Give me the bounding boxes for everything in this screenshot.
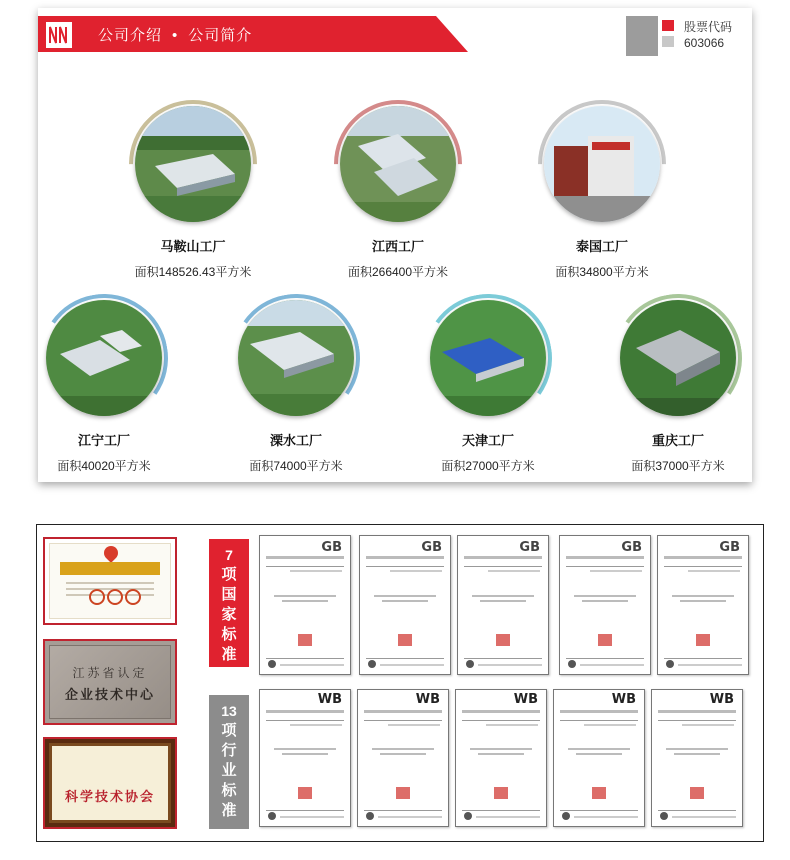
red-stamp-icon <box>696 634 710 646</box>
factory-area: 面积27000平方米 <box>441 459 535 473</box>
industry-standards-count: 13 <box>221 703 237 719</box>
circle-mark-icon <box>268 812 276 820</box>
industry-standard-document <box>455 689 547 827</box>
red-stamp-icon <box>598 634 612 646</box>
seal-icons <box>88 589 142 610</box>
red-stamp-icon <box>690 787 704 799</box>
breadcrumb-subsection: 公司简介 <box>188 27 253 44</box>
wb-mark: WB <box>709 692 734 707</box>
factory-area: 面积37000平方米 <box>631 459 725 473</box>
certificate-title-band <box>60 562 160 575</box>
circle-mark-icon <box>366 812 374 820</box>
industry-standard-document <box>259 689 351 827</box>
national-standard-document <box>359 535 451 675</box>
wb-mark: WB <box>317 692 342 707</box>
industry-standards-label <box>209 695 249 829</box>
circle-mark-icon <box>464 812 472 820</box>
factory-thailand <box>522 106 682 280</box>
plaque-title: 科学技术协会 <box>64 790 155 805</box>
factory-name: 泰国工厂 <box>575 239 628 254</box>
circle-mark-icon <box>568 660 576 668</box>
label-char: 准 <box>221 802 237 819</box>
label-char: 国 <box>221 586 237 603</box>
stock-label: 股票代码 <box>684 20 733 34</box>
factory-photo <box>340 106 456 222</box>
factory-photo <box>544 106 660 222</box>
factory-name: 重庆工厂 <box>651 433 704 448</box>
factory-photo <box>430 300 546 416</box>
label-char: 标 <box>221 626 237 643</box>
red-stamp-icon <box>592 787 606 799</box>
red-stamp-icon <box>496 634 510 646</box>
wb-mark: WB <box>415 692 440 707</box>
industry-standard-document <box>651 689 743 827</box>
circle-mark-icon <box>666 660 674 668</box>
factory-photo <box>238 300 354 416</box>
factory-name: 马鞍山工厂 <box>160 239 226 254</box>
national-standards-count: 7 <box>225 547 233 563</box>
label-char: 行 <box>221 742 237 759</box>
red-stamp-icon <box>396 787 410 799</box>
red-stamp-icon <box>398 634 412 646</box>
factory-lishui <box>216 300 376 474</box>
circle-mark-icon <box>466 660 474 668</box>
circle-mark-icon <box>660 812 668 820</box>
circle-mark-icon <box>268 660 276 668</box>
national-standard-document <box>259 535 351 675</box>
factory-area: 面积148526.43平方米 <box>134 265 252 279</box>
factory-name: 天津工厂 <box>461 433 514 448</box>
breadcrumb <box>98 24 252 45</box>
red-stamp-icon <box>298 787 312 799</box>
certificate-science-association <box>43 737 177 829</box>
factory-name: 江西工厂 <box>371 239 424 254</box>
stock-graphic <box>626 16 674 56</box>
breadcrumb-separator: • <box>172 27 179 44</box>
wb-mark: WB <box>611 692 636 707</box>
flame-emblem-icon <box>101 543 121 563</box>
logo-icon <box>48 25 70 45</box>
factory-maanshan <box>113 106 273 280</box>
circle-mark-icon <box>368 660 376 668</box>
certificate-high-tech <box>43 537 177 625</box>
certificate-tech-center <box>43 639 177 725</box>
national-standard-document <box>559 535 651 675</box>
label-char: 业 <box>221 762 237 779</box>
gb-mark: GB <box>421 540 442 555</box>
label-char: 标 <box>221 782 237 799</box>
label-char: 家 <box>221 606 237 623</box>
circle-mark-icon <box>562 812 570 820</box>
factory-area: 面积40020平方米 <box>57 459 151 473</box>
factory-name: 江宁工厂 <box>77 433 130 448</box>
stock-code: 603066 <box>684 36 725 50</box>
national-standard-document <box>457 535 549 675</box>
factory-jiangxi <box>318 106 478 280</box>
factory-name: 溧水工厂 <box>269 433 322 448</box>
national-standards-label <box>209 539 249 667</box>
plaque-line-2: 企业技术中心 <box>64 688 155 703</box>
gb-mark: GB <box>719 540 740 555</box>
qualifications-panel <box>36 524 764 842</box>
national-standard-document <box>657 535 749 675</box>
factory-area: 面积266400平方米 <box>347 265 449 279</box>
label-char: 项 <box>221 722 237 739</box>
industry-standard-document <box>553 689 645 827</box>
factory-photo <box>46 300 162 416</box>
factory-tianjin <box>408 300 568 474</box>
industry-standard-document <box>357 689 449 827</box>
breadcrumb-section: 公司介绍 <box>98 27 163 44</box>
factory-area: 面积74000平方米 <box>249 459 343 473</box>
gb-mark: GB <box>321 540 342 555</box>
company-intro-card <box>38 8 752 482</box>
label-char: 准 <box>221 646 237 663</box>
gb-mark: GB <box>621 540 642 555</box>
red-stamp-icon <box>494 787 508 799</box>
factory-area: 面积34800平方米 <box>555 265 649 279</box>
plaque-line-1: 江苏省认定 <box>72 666 148 680</box>
factory-jiangning <box>24 300 184 474</box>
gb-mark: GB <box>519 540 540 555</box>
label-char: 项 <box>221 566 237 583</box>
wb-mark: WB <box>513 692 538 707</box>
factory-photo <box>620 300 736 416</box>
factory-photo <box>135 106 251 222</box>
company-logo <box>44 20 74 50</box>
factory-chongqing <box>598 300 758 474</box>
red-stamp-icon <box>298 634 312 646</box>
